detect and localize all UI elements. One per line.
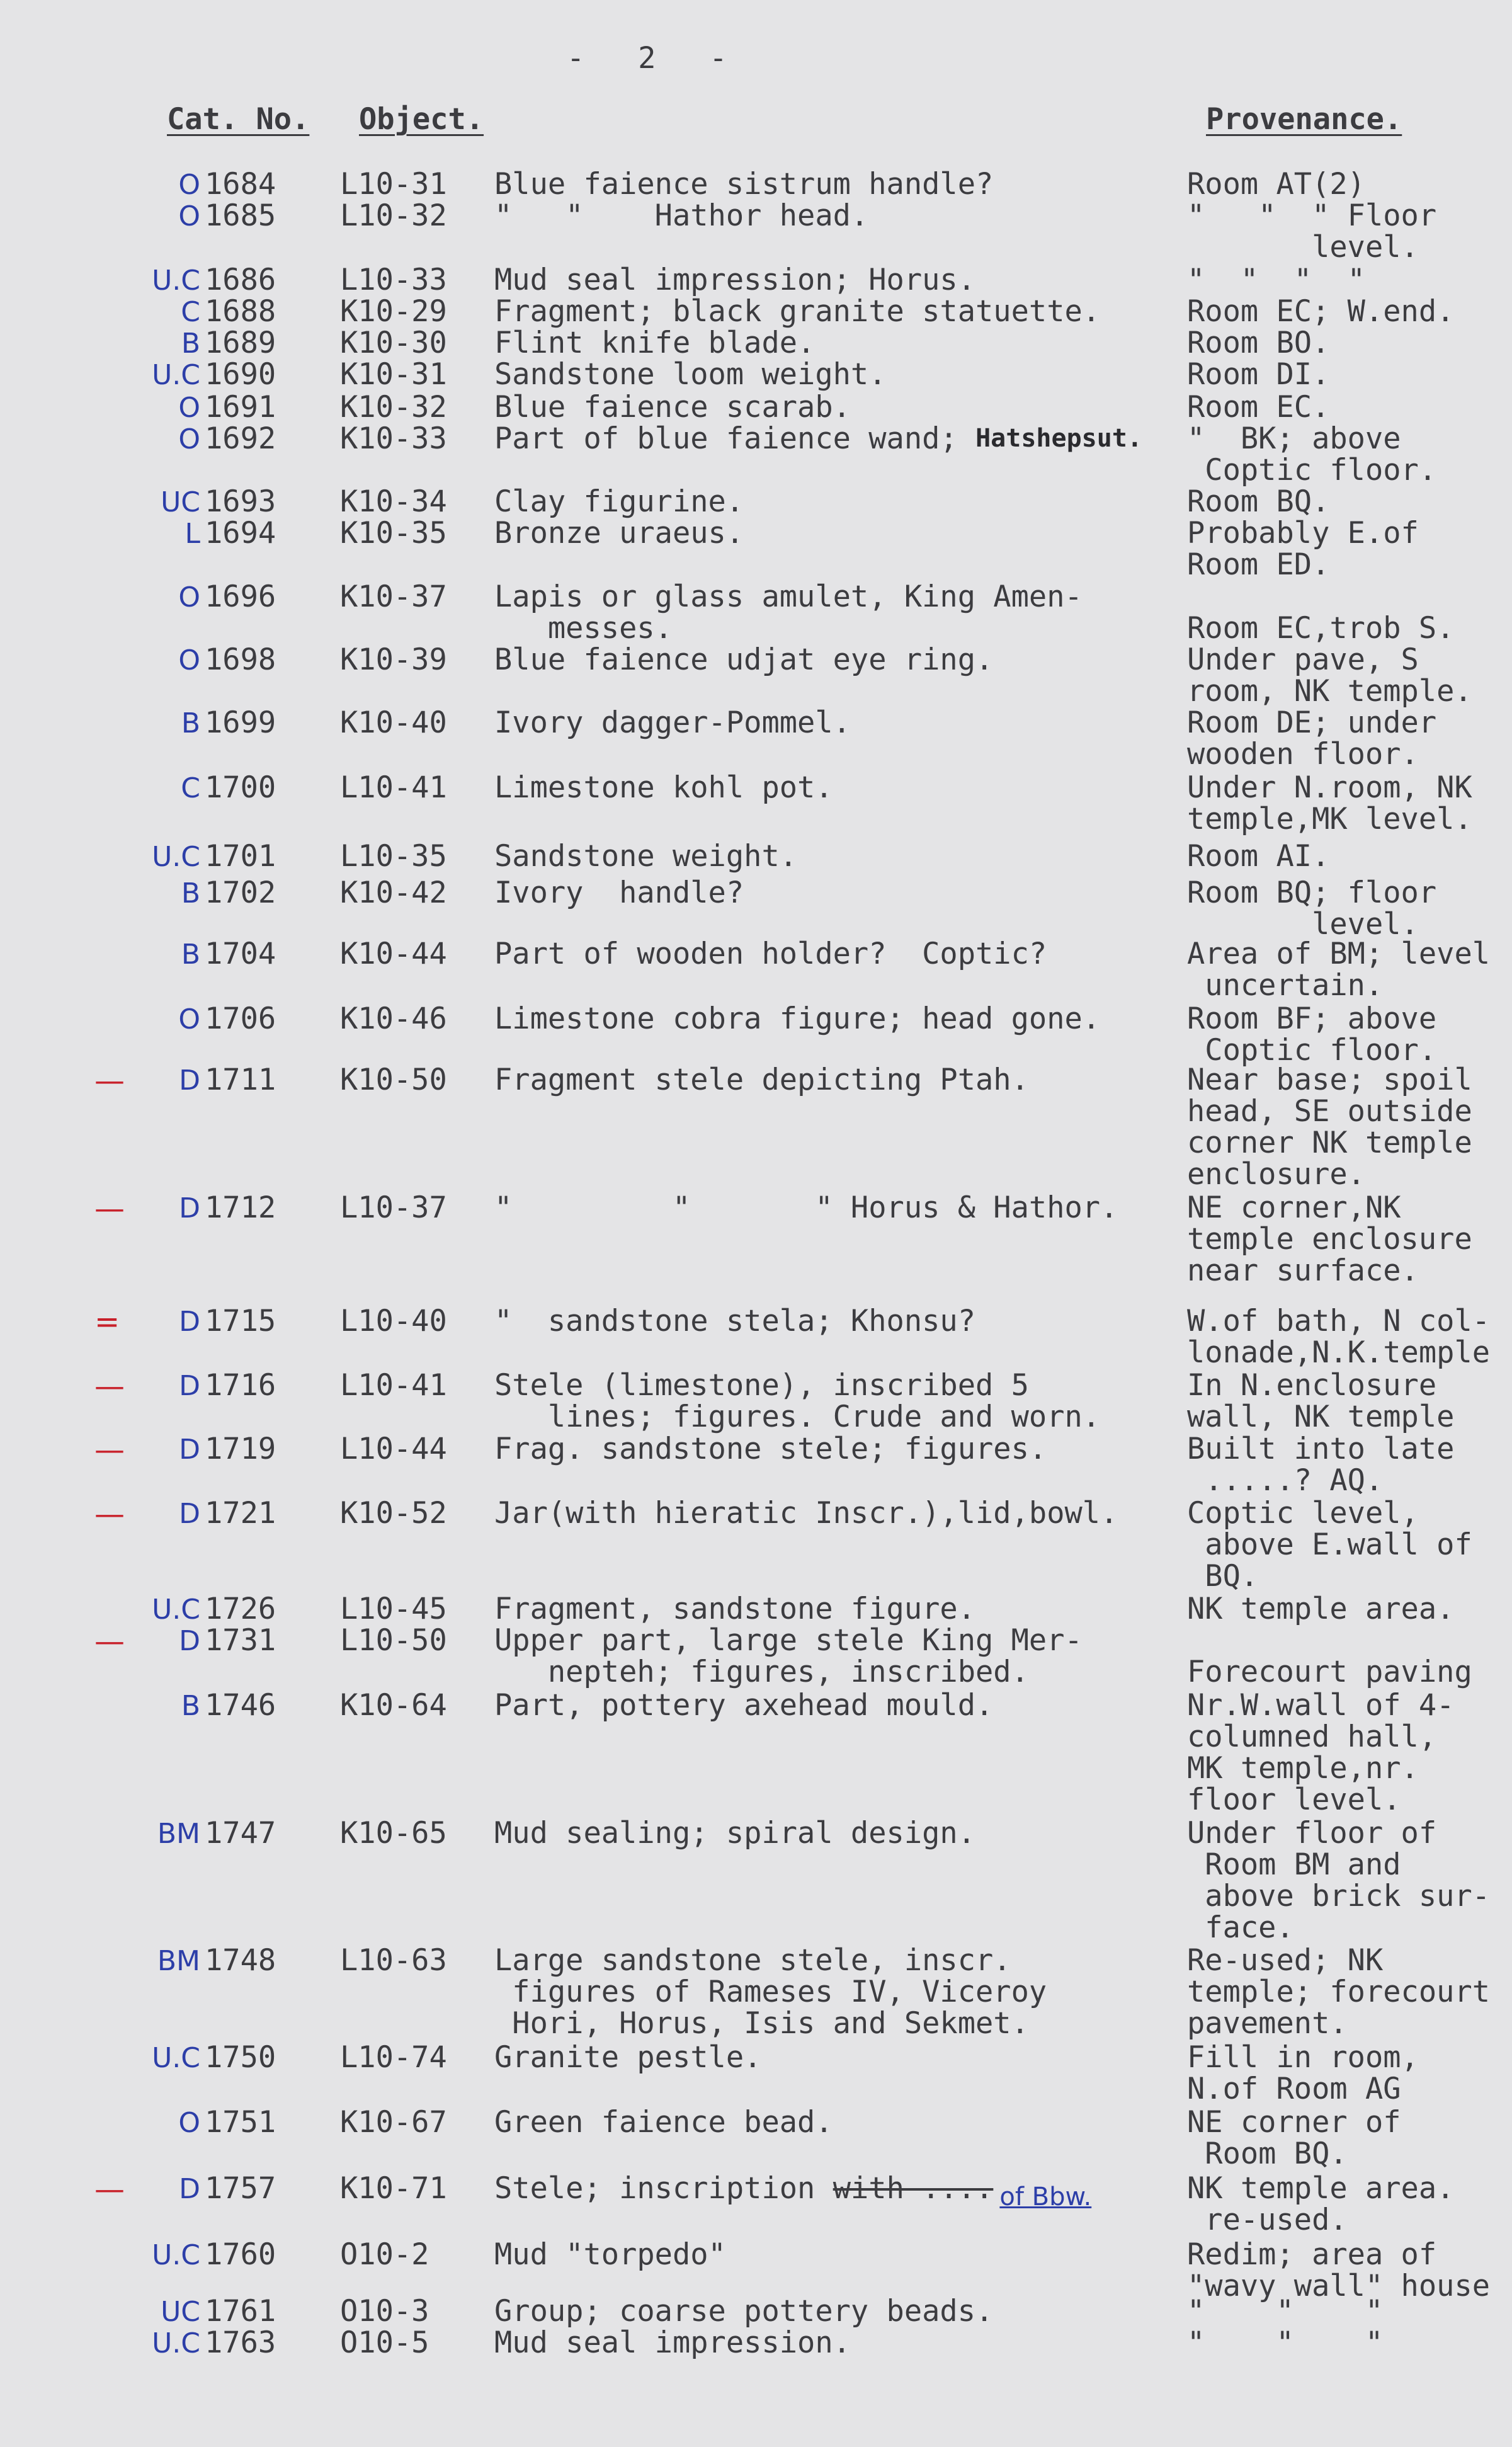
catalogue-number: 1689 xyxy=(205,326,276,360)
provenance-line: pavement. xyxy=(1187,2006,1348,2041)
provenance-line: temple,MK level. xyxy=(1187,802,1472,836)
catalogue-number: 1763 xyxy=(205,2325,276,2360)
field-number: K10-64 xyxy=(340,1688,447,1723)
field-number: L10-41 xyxy=(340,770,447,805)
handwritten-location-mark: B xyxy=(181,328,200,360)
object-description-line: Fragment stele depicting Ptah. xyxy=(494,1063,1029,1097)
field-number: K10-65 xyxy=(340,1816,447,1851)
object-description-line: Group; coarse pottery beads. xyxy=(494,2294,994,2329)
provenance-line: level. xyxy=(1187,230,1419,265)
provenance-line: " " " Floor xyxy=(1187,198,1437,233)
object-description-line: Limestone cobra figure; head gone. xyxy=(494,1001,1101,1036)
field-number: L10-31 xyxy=(340,167,447,202)
catalogue-number: 1699 xyxy=(205,705,276,740)
catalogue-number: 1711 xyxy=(205,1063,276,1097)
field-number: K10-50 xyxy=(340,1063,447,1097)
field-number: L10-33 xyxy=(340,263,447,297)
provenance-line: BQ. xyxy=(1187,1559,1259,1594)
provenance-line: Under pave, S xyxy=(1187,642,1419,677)
provenance-line: Probably E.of xyxy=(1187,516,1419,550)
object-description-line: Ivory dagger-Pommel. xyxy=(494,705,851,740)
provenance-line: Coptic level, xyxy=(1187,1496,1419,1531)
field-number: K10-29 xyxy=(340,294,447,329)
handwritten-location-mark: L xyxy=(185,518,200,550)
handwritten-location-mark: D xyxy=(179,1064,200,1097)
field-number: K10-52 xyxy=(340,1496,447,1531)
red-tick-mark: — xyxy=(94,1369,125,1404)
field-number: K10-42 xyxy=(340,876,447,910)
provenance-line: NK temple area. xyxy=(1187,1592,1455,1626)
provenance-line: Room EC. xyxy=(1187,390,1330,425)
provenance-line: Room BQ. xyxy=(1187,2136,1348,2171)
red-tick-mark: — xyxy=(94,1432,125,1468)
provenance-line: columned hall, xyxy=(1187,1720,1437,1754)
catalogue-number: 1716 xyxy=(205,1368,276,1403)
object-description-line: Mud seal impression; Horus. xyxy=(494,263,976,297)
provenance-line: " " " " xyxy=(1187,263,1365,297)
handwritten-location-mark: D xyxy=(179,1306,200,1338)
object-description-line: Jar(with hieratic Inscr.),lid,bowl. xyxy=(494,1496,1118,1531)
object-description-line: Large sandstone stele, inscr. xyxy=(494,1943,1011,1978)
provenance-line: Room BO. xyxy=(1187,326,1330,360)
provenance-line: " " " xyxy=(1187,2325,1384,2360)
provenance-line: corner NK temple xyxy=(1187,1126,1472,1160)
object-description-line: Sandstone loom weight. xyxy=(494,357,887,392)
object-description-line: Frag. sandstone stele; figures. xyxy=(494,1432,1047,1466)
provenance-line: Coptic floor. xyxy=(1187,453,1437,488)
catalogue-number: 1751 xyxy=(205,2105,276,2140)
field-number: L10-40 xyxy=(340,1304,447,1338)
handwritten-location-mark: U.C xyxy=(152,2327,200,2359)
object-description-line: Hori, Horus, Isis and Sekmet. xyxy=(494,2006,1029,2041)
object-description-line: Blue faience udjat eye ring. xyxy=(494,642,994,677)
catalogue-number: 1702 xyxy=(205,876,276,910)
field-number: K10-71 xyxy=(340,2171,447,2206)
handwritten-location-mark: O xyxy=(178,1003,200,1035)
provenance-line: face. xyxy=(1187,1910,1294,1945)
field-number: L10-32 xyxy=(340,198,447,233)
field-number: L10-41 xyxy=(340,1368,447,1403)
handwritten-location-mark: UC xyxy=(161,486,200,518)
handwritten-location-mark: C xyxy=(181,772,200,804)
catalogue-number: 1746 xyxy=(205,1688,276,1723)
handwritten-location-mark: U.C xyxy=(152,2239,200,2271)
red-tick-mark: — xyxy=(94,1497,125,1532)
object-description-line: Mud sealing; spiral design. xyxy=(494,1816,976,1851)
provenance-line: Fill in room, xyxy=(1187,2040,1419,2075)
provenance-line: NE corner of xyxy=(1187,2105,1401,2140)
catalogue-number: 1696 xyxy=(205,579,276,614)
field-number: L10-44 xyxy=(340,1432,447,1466)
provenance-line: above E.wall of xyxy=(1187,1527,1472,1562)
handwritten-location-mark: B xyxy=(181,877,200,910)
handwritten-annotation: Hatshepsut. xyxy=(975,424,1142,453)
header-provenance: Provenance. xyxy=(1206,102,1402,137)
catalogue-number: 1750 xyxy=(205,2040,276,2075)
red-tick-mark: — xyxy=(94,2172,125,2207)
object-description-line: Part, pottery axehead mould. xyxy=(494,1688,994,1723)
field-number: K10-35 xyxy=(340,516,447,550)
object-description-line: nepteh; figures, inscribed. xyxy=(494,1655,1029,1689)
catalogue-number: 1691 xyxy=(205,390,276,425)
handwritten-location-mark: O xyxy=(178,423,200,455)
provenance-line: Room AT(2) xyxy=(1187,167,1365,202)
handwritten-location-mark: O xyxy=(178,200,200,232)
field-number: K10-46 xyxy=(340,1001,447,1036)
handwritten-location-mark: D xyxy=(179,1370,200,1402)
handwritten-location-mark: U.C xyxy=(152,1594,200,1626)
header-cat-no: Cat. No. xyxy=(167,102,310,137)
provenance-line: level. xyxy=(1187,907,1419,942)
catalogue-number: 1690 xyxy=(205,357,276,392)
struck-out-text: with .... xyxy=(833,2171,994,2206)
provenance-line: Room DI. xyxy=(1187,357,1330,392)
catalogue-number: 1692 xyxy=(205,421,276,456)
object-description-line: Clay figurine. xyxy=(494,484,744,519)
object-description-line: Mud seal impression. xyxy=(494,2325,851,2360)
provenance-line: Room DE; under xyxy=(1187,705,1437,740)
object-description-line: Part of wooden holder? Coptic? xyxy=(494,937,1047,971)
provenance-line: temple; forecourt xyxy=(1187,1975,1491,2009)
field-number: O10-2 xyxy=(340,2237,429,2272)
field-number: K10-32 xyxy=(340,390,447,425)
field-number: O10-5 xyxy=(340,2325,429,2360)
object-description-line: Upper part, large stele King Mer- xyxy=(494,1623,1083,1658)
handwritten-location-mark: D xyxy=(179,1434,200,1466)
object-description-line: Flint knife blade. xyxy=(494,326,816,360)
handwritten-location-mark: U.C xyxy=(152,841,200,873)
catalogue-number: 1684 xyxy=(205,167,276,202)
provenance-line: Room AI. xyxy=(1187,839,1330,874)
catalogue-number: 1760 xyxy=(205,2237,276,2272)
catalogue-number: 1747 xyxy=(205,1816,276,1851)
red-tick-mark: — xyxy=(94,1191,125,1226)
object-description-line: messes. xyxy=(494,611,673,646)
provenance-line: above brick sur- xyxy=(1187,1879,1491,1914)
field-number: L10-74 xyxy=(340,2040,447,2075)
provenance-line: N.of Room AG xyxy=(1187,2072,1401,2106)
provenance-line: wall, NK temple xyxy=(1187,1400,1455,1434)
object-description-line: Stele (limestone), inscribed 5 xyxy=(494,1368,1029,1403)
catalogue-number: 1731 xyxy=(205,1623,276,1658)
provenance-line: Room BQ; floor xyxy=(1187,876,1437,910)
object-description-line: " " Hathor head. xyxy=(494,198,869,233)
handwritten-location-mark: O xyxy=(178,581,200,613)
provenance-line: " " " xyxy=(1187,2294,1384,2329)
object-description-line: Mud "torpedo" xyxy=(494,2237,726,2272)
field-number: L10-50 xyxy=(340,1623,447,1658)
catalogue-number: 1701 xyxy=(205,839,276,874)
field-number: L10-63 xyxy=(340,1943,447,1978)
provenance-line: .....? AQ. xyxy=(1187,1463,1384,1498)
provenance-line: Room ED. xyxy=(1187,547,1330,582)
handwritten-location-mark: U.C xyxy=(152,265,200,297)
catalogue-number: 1706 xyxy=(205,1001,276,1036)
handwritten-location-mark: U.C xyxy=(152,2042,200,2074)
field-number: K10-44 xyxy=(340,937,447,971)
provenance-line: Room BQ. xyxy=(1187,484,1330,519)
catalogue-number: 1726 xyxy=(205,1592,276,1626)
catalogue-number: 1712 xyxy=(205,1190,276,1225)
provenance-line: "wavy wall" house xyxy=(1187,2269,1491,2303)
provenance-line: Redim; area of xyxy=(1187,2237,1437,2272)
provenance-line: Nr.W.wall of 4- xyxy=(1187,1688,1455,1723)
provenance-line: wooden floor. xyxy=(1187,737,1419,772)
field-number: L10-45 xyxy=(340,1592,447,1626)
handwritten-location-mark: D xyxy=(179,1498,200,1530)
catalogue-number: 1694 xyxy=(205,516,276,550)
field-number: K10-37 xyxy=(340,579,447,614)
object-description-line: Lapis or glass amulet, King Amen- xyxy=(494,579,1083,614)
catalogue-number: 1685 xyxy=(205,198,276,233)
catalogue-number: 1715 xyxy=(205,1304,276,1338)
provenance-line: near surface. xyxy=(1187,1253,1419,1288)
catalogue-number: 1757 xyxy=(205,2171,276,2206)
provenance-line: Room EC; W.end. xyxy=(1187,294,1455,329)
provenance-line: floor level. xyxy=(1187,1782,1401,1817)
handwritten-annotation: of Bbw. xyxy=(999,2182,1092,2211)
object-description-line: lines; figures. Crude and worn. xyxy=(494,1400,1101,1434)
handwritten-location-mark: D xyxy=(179,1192,200,1224)
field-number: O10-3 xyxy=(340,2294,429,2329)
object-description-line: Fragment; black granite statuette. xyxy=(494,294,1101,329)
provenance-line: lonade,N.K.temple xyxy=(1187,1335,1491,1370)
catalogue-number: 1704 xyxy=(205,937,276,971)
object-description-line: figures of Rameses IV, Viceroy xyxy=(494,1975,1047,2009)
field-number: K10-67 xyxy=(340,2105,447,2140)
page-number: - 2 - xyxy=(567,41,727,76)
handwritten-location-mark: B xyxy=(181,707,200,739)
catalogue-number: 1721 xyxy=(205,1496,276,1531)
object-description-line: Bronze uraeus. xyxy=(494,516,744,550)
provenance-line: Under N.room, NK xyxy=(1187,770,1472,805)
provenance-line: Re-used; NK xyxy=(1187,1943,1384,1978)
field-number: K10-40 xyxy=(340,705,447,740)
field-number: K10-30 xyxy=(340,326,447,360)
provenance-line: Room EC,trob S. xyxy=(1187,611,1455,646)
field-number: L10-35 xyxy=(340,839,447,874)
provenance-line: W.of bath, N col- xyxy=(1187,1304,1491,1338)
header-object: Object. xyxy=(359,102,484,137)
provenance-line: uncertain. xyxy=(1187,968,1384,1003)
handwritten-location-mark: U.C xyxy=(152,359,200,391)
provenance-line: NK temple area. xyxy=(1187,2171,1455,2206)
provenance-line: In N.enclosure xyxy=(1187,1368,1437,1403)
catalogue-number: 1748 xyxy=(205,1943,276,1978)
handwritten-location-mark: BM xyxy=(157,1945,200,1977)
provenance-line: Built into late xyxy=(1187,1432,1455,1466)
provenance-line: Under floor of xyxy=(1187,1816,1437,1851)
field-number: K10-31 xyxy=(340,357,447,392)
catalogue-number: 1688 xyxy=(205,294,276,329)
red-tick-mark: = xyxy=(94,1304,120,1340)
provenance-line: Area of BM; level xyxy=(1187,937,1491,971)
catalogue-number: 1686 xyxy=(205,263,276,297)
catalogue-number: 1700 xyxy=(205,770,276,805)
provenance-line: " BK; above xyxy=(1187,421,1401,456)
provenance-line: enclosure. xyxy=(1187,1157,1365,1192)
red-tick-mark: — xyxy=(94,1624,125,1659)
object-description-line: Ivory handle? xyxy=(494,876,744,910)
provenance-line: Forecourt paving xyxy=(1187,1655,1472,1689)
handwritten-location-mark: UC xyxy=(161,2296,200,2328)
handwritten-location-mark: D xyxy=(179,1625,200,1657)
handwritten-location-mark: O xyxy=(178,392,200,424)
handwritten-location-mark: O xyxy=(178,169,200,201)
handwritten-location-mark: BM xyxy=(157,1818,200,1850)
provenance-line: room, NK temple. xyxy=(1187,674,1472,709)
handwritten-location-mark: D xyxy=(179,2173,200,2205)
catalogue-number: 1693 xyxy=(205,484,276,519)
handwritten-location-mark: O xyxy=(178,2107,200,2139)
provenance-line: re-used. xyxy=(1187,2203,1348,2237)
provenance-line: Room BF; above xyxy=(1187,1001,1437,1036)
object-description-line: Granite pestle. xyxy=(494,2040,762,2075)
provenance-line: Near base; spoil xyxy=(1187,1063,1472,1097)
object-description-line: Fragment, sandstone figure. xyxy=(494,1592,976,1626)
field-number: K10-39 xyxy=(340,642,447,677)
provenance-line: NE corner,NK xyxy=(1187,1190,1401,1225)
catalogue-number: 1698 xyxy=(205,642,276,677)
handwritten-location-mark: B xyxy=(181,938,200,971)
object-description-line: Limestone kohl pot. xyxy=(494,770,833,805)
object-description-line: " " " Horus & Hathor. xyxy=(494,1190,1118,1225)
provenance-line: Coptic floor. xyxy=(1187,1033,1437,1068)
object-description-line: Sandstone weight. xyxy=(494,839,798,874)
red-tick-mark: — xyxy=(94,1063,125,1098)
object-description-line: " sandstone stela; Khonsu? xyxy=(494,1304,976,1338)
object-description-line: Part of blue faience wand; xyxy=(494,421,958,456)
field-number: K10-34 xyxy=(340,484,447,519)
object-description-line: Stele; inscription xyxy=(494,2171,816,2206)
handwritten-location-mark: C xyxy=(181,296,200,328)
provenance-line: Room BM and xyxy=(1187,1847,1401,1882)
provenance-line: head, SE outside xyxy=(1187,1094,1472,1129)
catalogue-number: 1719 xyxy=(205,1432,276,1466)
object-description-line: Green faience bead. xyxy=(494,2105,833,2140)
field-number: K10-33 xyxy=(340,421,447,456)
provenance-line: MK temple,nr. xyxy=(1187,1751,1419,1786)
provenance-line: temple enclosure xyxy=(1187,1222,1472,1257)
object-description-line: Blue faience sistrum handle? xyxy=(494,167,994,202)
object-description-line: Blue faience scarab. xyxy=(494,390,851,425)
catalogue-number: 1761 xyxy=(205,2294,276,2329)
handwritten-location-mark: B xyxy=(181,1690,200,1722)
field-number: L10-37 xyxy=(340,1190,447,1225)
handwritten-location-mark: O xyxy=(178,644,200,676)
